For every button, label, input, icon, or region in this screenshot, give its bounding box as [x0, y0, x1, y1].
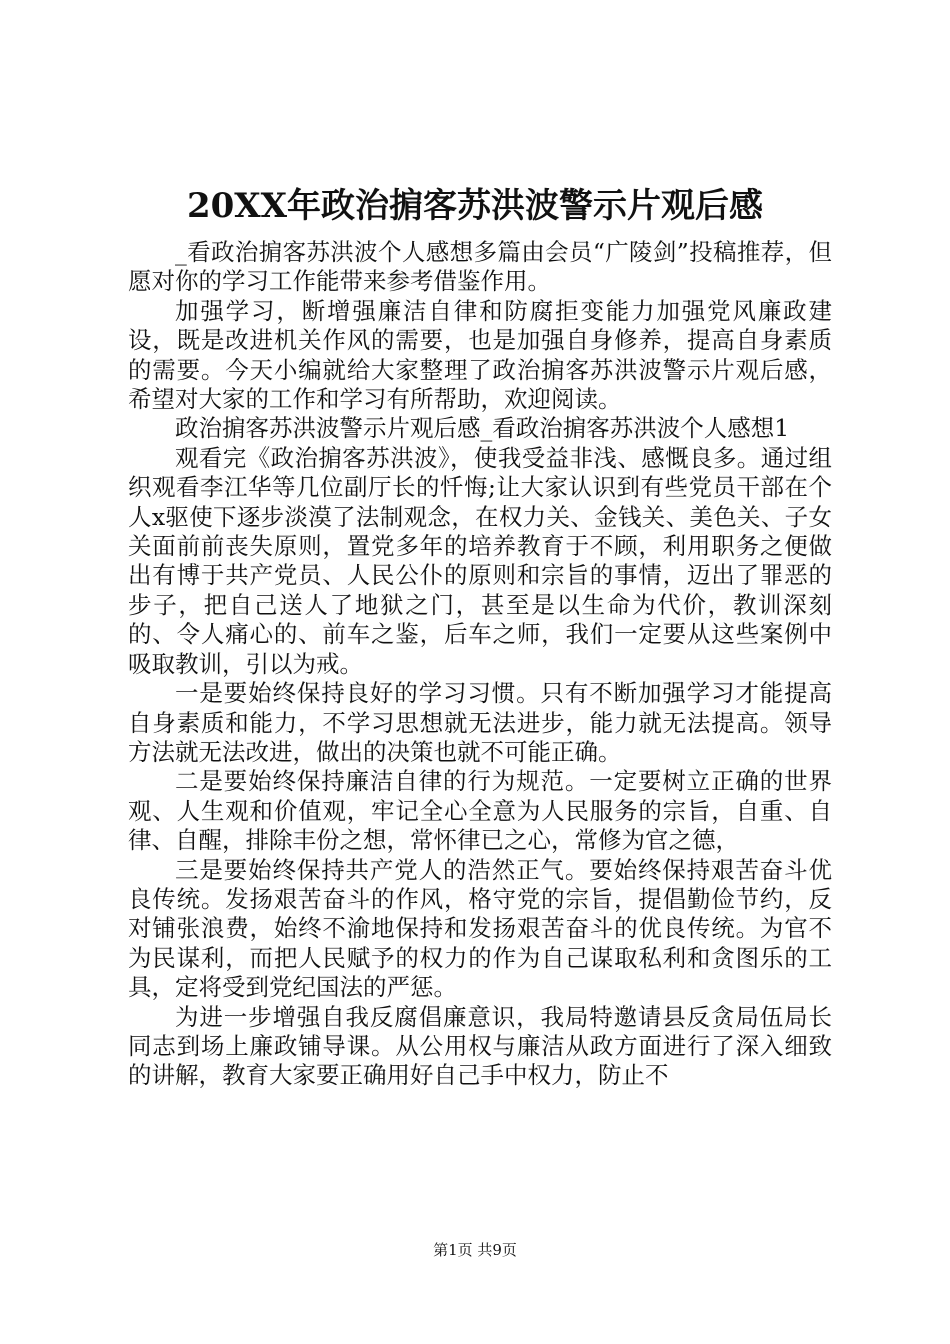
- paragraph-section-heading: 政治掮客苏洪波警示片观后感_看政治掮客苏洪波个人感想1: [175, 414, 790, 443]
- paragraph-preface: 加强学习，断增强廉洁自律和防腐拒变能力加强党风廉政建设，既是改进机关作风的需要，也是加强自身修养，提高自身素质的需要。今天小编就给大家整理了政治掮客苏洪波警示片观后感，希望对大家的工作和学习有所帮助，欢迎阅读。: [128, 296, 832, 414]
- document-body: [128, 238, 832, 1091]
- paragraph-intro: _看政治掮客苏洪波个人感想多篇由会员“广陵剑”投稿推荐，但愿对你的学习工作能带来参考借鉴作用。: [128, 238, 832, 296]
- document-title: 20XX年政治掮客苏洪波警示片观后感: [186, 186, 764, 226]
- paragraph-reflection: 观看完《政治掮客苏洪波》，使我受益非浅、感慨良多。通过组织观看李江华等几位副厅长的忏悔;让大家认识到有些党员干部在个人x驱使下逐步淡漠了法制观念，在权力关、金钱关、美色关、子女关面前前丧失原则，置党多年的培养教育于不顾，利用职务之便做出有博于共产党员、人民公仆的原则和宗旨的事情，迈出了罪恶的步子，把自己送人了地狱之门，甚至是以生命为代价，教训深刻的、令人痛心的、前车之鉴，后车之师，我们一定要从这些案例中吸取教训，引以为戒。: [128, 443, 832, 678]
- paragraph-point-one: 一是要始终保持良好的学习习惯。只有不断加强学习才能提高自身素质和能力，不学习思想就无法进步，能力就无法提高。领导方法就无法改进，做出的决策也就不可能正确。: [128, 679, 832, 766]
- page-number-footer: 第1页 共9页: [433, 1241, 517, 1259]
- paragraph-point-three: 三是要始终保持共产党人的浩然正气。要始终保持艰苦奋斗优良传统。发扬艰苦奋斗的作风，格守党的宗旨，提倡勤俭节约，反对铺张浪费，始终不渝地保持和发扬艰苦奋斗的优良传统。为官不为民谋利，而把人民赋予的权力的作为自己谋取私利和贪图乐的工具，定将受到党纪国法的严惩。: [128, 855, 832, 1002]
- paragraph-point-two: 二是要始终保持廉洁自律的行为规范。一定要树立正确的世界观、人生观和价值观，牢记全心全意为人民服务的宗旨，自重、自律、自醒，排除丰份之想，常怀律已之心，常修为官之德，: [128, 767, 832, 855]
- paragraph-lecture: 为进一步增强自我反腐倡廉意识，我局特邀请县反贪局伍局长同志到场上廉政铺导课。从公用权与廉洁从政方面进行了深入细致的讲解，教育大家要正确用好自己手中权力，防止不: [128, 1002, 832, 1090]
